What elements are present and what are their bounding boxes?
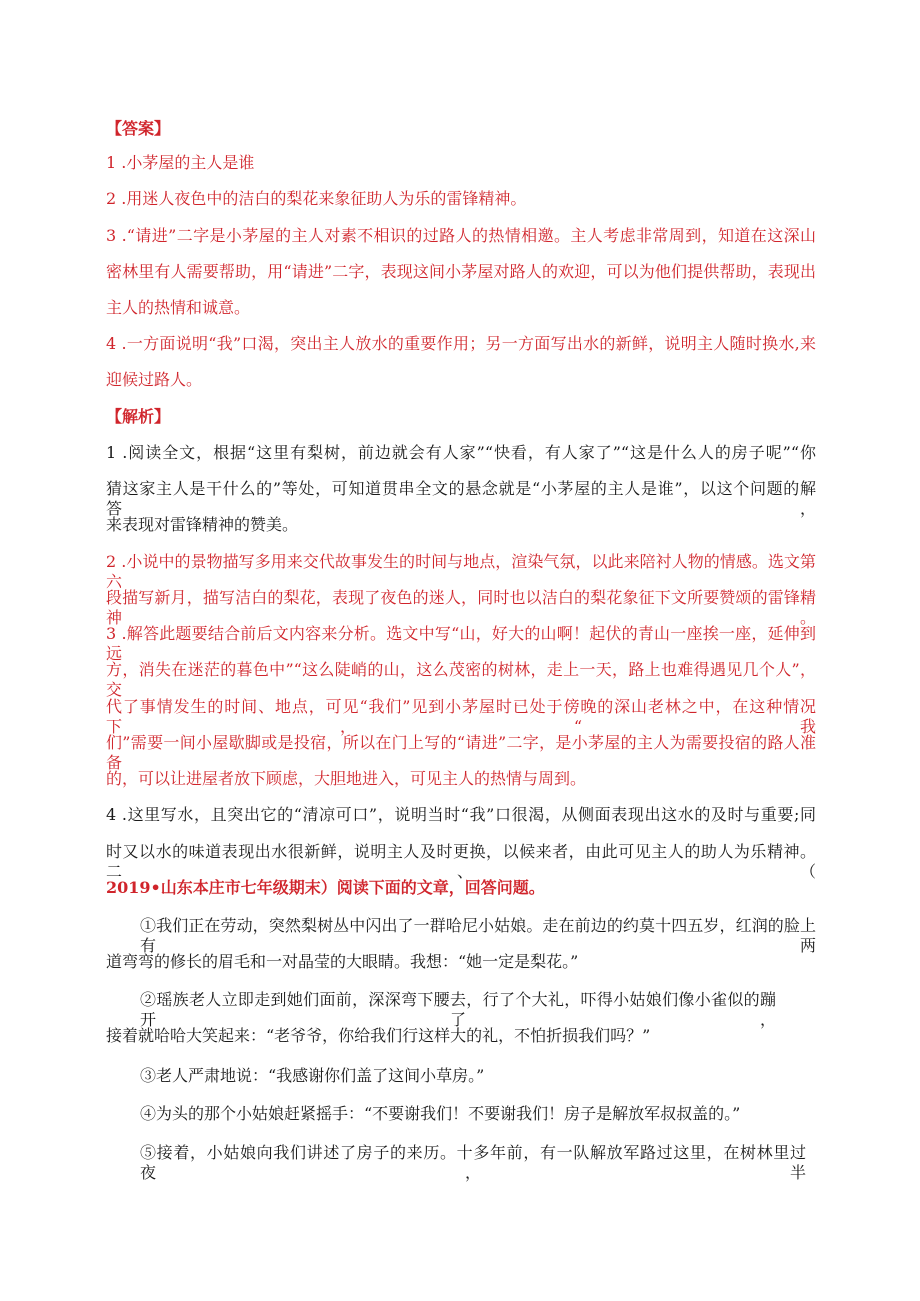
answer-item-3-line-1: 3 .“请进”二字是小茅屋的主人对素不相识的过路人的热情相邀。主人考虑非常周到，知道在这深山 bbox=[106, 226, 816, 245]
analysis-line: 段描写新月，描写洁白的梨花，表现了夜色的迷人，同时也以洁白的梨花象征下文所要赞颂的雷锋精神。 bbox=[106, 588, 816, 627]
analysis-line: 猜这家主人是干什么的”等处，可知道贯串全文的悬念就是“小茅屋的主人是谁”，以这个问题的解答， bbox=[106, 479, 816, 518]
analysis-line: 来表现对雷锋精神的赞美。 bbox=[106, 515, 299, 534]
answer-item-1: 1 .小茅屋的主人是谁 bbox=[106, 153, 255, 172]
passage-paragraph-4: ④为头的那个小姑娘赶紧摇手：“不要谢我们！不要谢我们！房子是解放军叔叔盖的。” bbox=[140, 1104, 741, 1123]
analysis-heading: 【解析】 bbox=[106, 407, 171, 426]
analysis-line: 的，可以让进屋者放下顾虑，大胆地进入，可见主人的热情与周到。 bbox=[106, 769, 587, 788]
answer-item-3-line-3: 主人的热情和诚意。 bbox=[106, 298, 251, 317]
analysis-line: 1 .阅读全文，根据“这里有梨树，前边就会有人家”“快看，有人家了”“这是什么人的房子呢”“你 bbox=[106, 443, 816, 462]
answer-heading: 【答案】 bbox=[106, 119, 171, 138]
analysis-line: 代了事情发生的时间、地点，可见“我们”见到小茅屋时已处于傍晚的深山老林之中，在这种情况下，“我 bbox=[106, 697, 816, 736]
analysis-line: 4 .这里写水，且突出它的“清凉可口”，说明当时“我”口很渴，从侧面表现出这水的及时与重要;同 bbox=[106, 805, 816, 824]
passage-paragraph-1-line-2: 道弯弯的修长的眉毛和一对晶莹的大眼睛。我想：“她一定是梨花。” bbox=[106, 952, 579, 971]
passage-paragraph-5-line-1: ⑤接着，小姑娘向我们讲述了房子的来历。十多年前，有一队解放军路过这里，在树林里过夜，半 bbox=[140, 1143, 806, 1182]
passage-paragraph-2-line-1: ②瑶族老人立即走到她们面前，深深弯下腰去，行了个大礼，吓得小姑娘们像小雀似的蹦开了， bbox=[140, 990, 776, 1029]
analysis-line: 们”需要一间小屋歇脚或是投宿，所以在门上写的“请进”二字，是小茅屋的主人为需要投宿的路人准备 bbox=[106, 733, 816, 772]
answer-item-3-line-2: 密林里有人需要帮助，用“请进”二字，表现这间小茅屋对路人的欢迎，可以为他们提供帮助，表现出 bbox=[106, 262, 816, 281]
passage-paragraph-3: ③老人严肃地说：“我感谢你们盖了这间小草房。” bbox=[140, 1066, 485, 1085]
answer-item-2: 2 .用迷人夜色中的洁白的梨花来象征助人为乐的雷锋精神。 bbox=[106, 189, 527, 208]
section-intro-line: 2019•山东本庄市七年级期末）阅读下面的文章，回答问题。 bbox=[106, 878, 545, 897]
passage-paragraph-1-line-1: ①我们正在劳动，突然梨树丛中闪出了一群哈尼小姑娘。走在前边的约莫十四五岁，红润的脸上有两 bbox=[140, 916, 816, 955]
answer-item-4-line-1: 4 .一方面说明“我”口渴，突出主人放水的重要作用；另一方面写出水的新鲜，说明主人随时换水,来 bbox=[106, 334, 816, 353]
analysis-line: 3 .解答此题要结合前后文内容来分析。选文中写“山，好大的山啊！起伏的青山一座挨一座，延伸到远 bbox=[106, 624, 816, 663]
passage-paragraph-2-line-2: 接着就哈哈大笑起来：“老爷爷，你给我们行这样大的礼，不怕折损我们吗？” bbox=[106, 1026, 651, 1045]
analysis-line: 时又以水的味道表现出水很新鲜，说明主人及时更换，以候来者，由此可见主人的助人为乐精神。二、（ bbox=[106, 842, 816, 881]
answer-item-4-line-2: 迎候过路人。 bbox=[106, 370, 203, 389]
analysis-line: 方，消失在迷茫的暮色中”“这么陡峭的山，这么茂密的树林，走上一天，路上也难得遇见几个人”，交 bbox=[106, 660, 816, 699]
analysis-line: 2 .小说中的景物描写多用来交代故事发生的时间与地点，渲染气氛，以此来陪衬人物的情感。选文第六 bbox=[106, 552, 816, 591]
